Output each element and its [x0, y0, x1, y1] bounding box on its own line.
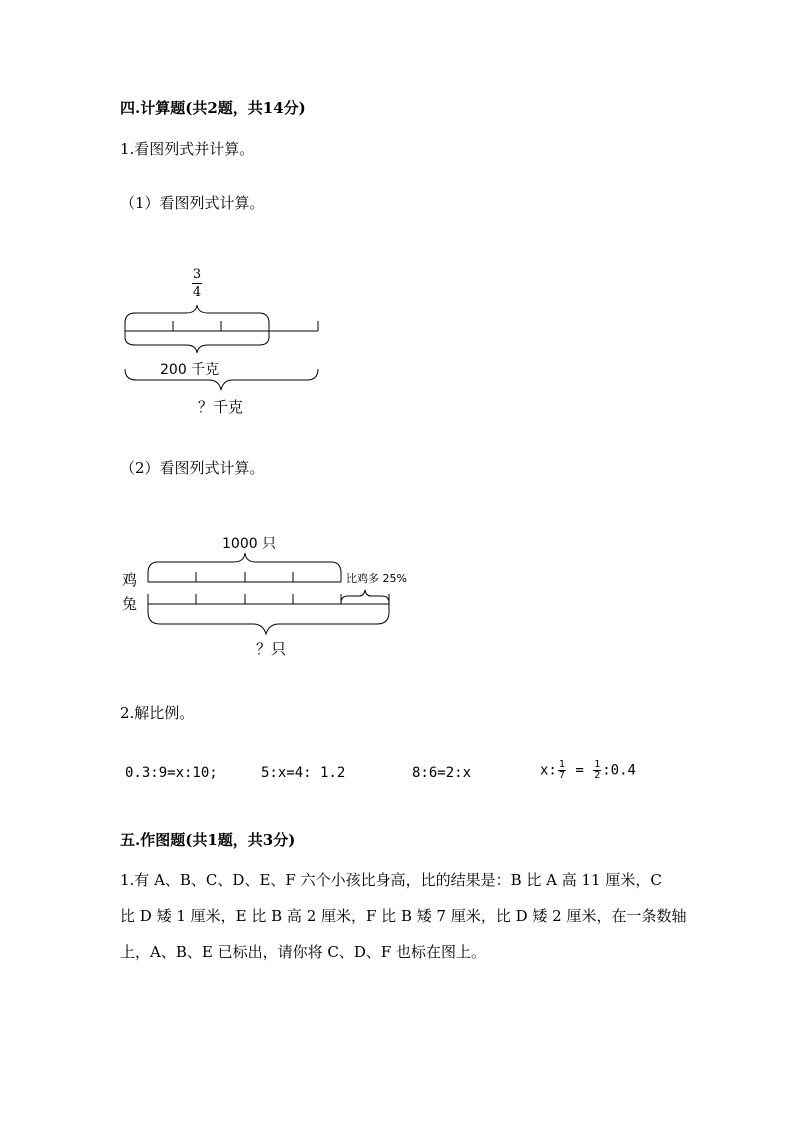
label-chicken: 鸡 — [122, 571, 138, 589]
label-total-animals: ？只 — [256, 640, 287, 658]
fraction-3-4 — [190, 267, 204, 300]
question-2: 2.解比例。 — [120, 704, 195, 722]
equation-2: 5:x=4: 1.2 — [261, 765, 346, 781]
fraction-numerator: 3 — [192, 267, 202, 282]
label-total-kg: ？千克 — [198, 398, 244, 416]
label-200kg: 200 千克 — [160, 362, 220, 378]
eq4-part-a: x: — [540, 762, 557, 779]
fraction-denominator: 4 — [192, 285, 202, 300]
section4-title: 四.计算题(共2题，共14分) — [120, 99, 306, 117]
equation-1: 0.3:9=x:10; — [125, 765, 218, 781]
top-brace — [125, 305, 269, 323]
section5-line-2: 比 D 矮 1 厘米，E 比 B 高 2 厘米，F 比 B 矮 7 厘米，比 D 矮 2 厘米，在一条数轴 — [120, 907, 687, 925]
label-more-25: 比鸡多 25% — [346, 572, 407, 585]
sub-question-2: （2）看图列式计算。 — [120, 459, 265, 477]
section5-title: 五.作图题(共1题，共3分) — [120, 831, 296, 849]
equation-3: 8:6=2:x — [412, 765, 472, 781]
eq4-part-b: :0.4 — [602, 762, 636, 779]
question-1: 1.看图列式并计算。 — [120, 140, 255, 158]
sub-question-1: （1）看图列式计算。 — [120, 194, 265, 212]
brace-1000 — [148, 553, 341, 573]
brace-total-rabbit — [148, 612, 389, 634]
equation-4 — [540, 760, 636, 781]
label-rabbit: 兔 — [122, 595, 138, 613]
eq4-equals: = — [566, 762, 593, 779]
bottom-brace-total — [125, 369, 318, 390]
label-1000: 1000 只 — [222, 536, 277, 552]
brace-25 — [341, 590, 389, 603]
eq4-fraction-2: $\frac{1}{2}$ — [594, 759, 601, 781]
section5-line-3: 上，A、B、E 已标出，请你将 C、D、F 也标在图上。 — [120, 943, 487, 961]
section5-line-1: 1.有 A、B、C、D、E、F 六个小孩比身高，比的结果是：B 比 A 高 11 厘米，C — [120, 871, 662, 889]
bottom-brace-200 — [125, 337, 269, 353]
eq4-fraction-1: $\frac{1}{7}$ — [558, 759, 565, 781]
